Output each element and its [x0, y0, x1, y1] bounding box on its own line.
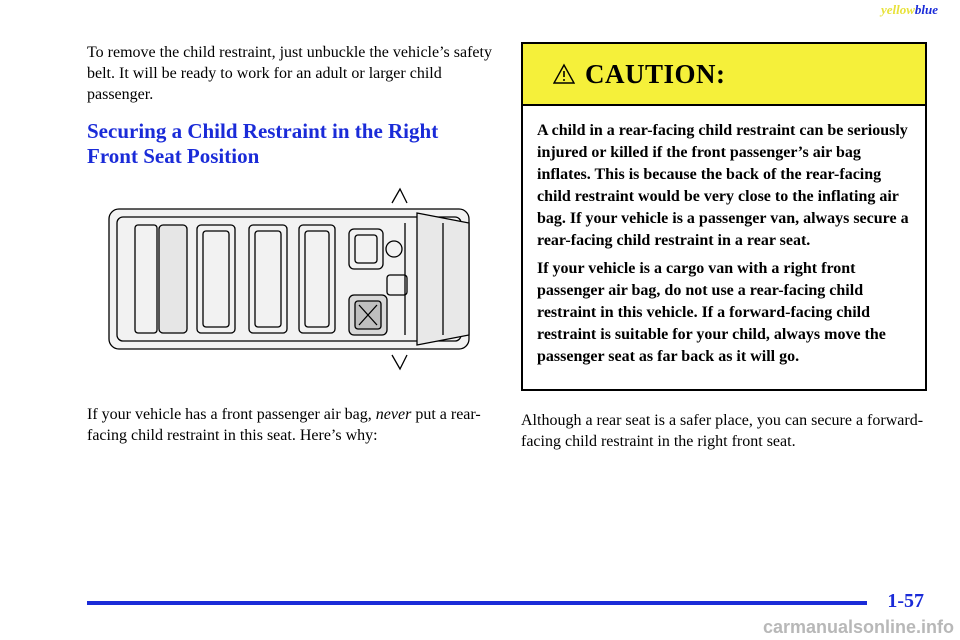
- page-number: 1-57: [887, 590, 924, 612]
- caution-title: CAUTION:: [585, 58, 726, 89]
- airbag-text-pre: If your vehicle has a front passenger air bag,: [87, 406, 376, 423]
- color-proof-mark: [881, 2, 938, 18]
- warning-triangle-icon: [553, 63, 575, 85]
- right-paragraph-block: [521, 410, 929, 452]
- section-heading: Securing a Child Restraint in the Right Front Seat Position: [87, 119, 439, 168]
- caution-body: [523, 106, 925, 368]
- caution-paragraph-2: If your vehicle is a cargo van with a right front passenger air bag, do not use a rear-facing child restraint in this vehicle. If a forward-facing child restraint is suitable for your child, always move the passenger seat as far back as it will go.: [537, 260, 886, 365]
- van-top-view-illustration: [87, 183, 492, 378]
- airbag-text-post: put a rear-facing child restraint in this seat. Here’s why:: [87, 406, 481, 444]
- proof-yellow: yellow: [880, 2, 915, 17]
- airbag-paragraph: [87, 404, 492, 446]
- left-column: [87, 42, 492, 169]
- footer-rule: [87, 601, 867, 605]
- caution-header: [523, 44, 925, 106]
- caution-paragraph-1: A child in a rear-facing child restraint can be seriously injured or killed if the front passenger’s air bag inflates. This is because the back of the rear-facing child restraint would be very close to the inflating air bag. If your vehicle is a passenger van, always secure a rear-facing child restraint in a rear seat.: [537, 122, 909, 249]
- caution-box: [521, 42, 927, 391]
- watermark-text: carmanualsonline.info: [762, 617, 954, 637]
- airbag-paragraph-block: [87, 404, 492, 446]
- proof-blue: blue: [914, 2, 938, 17]
- intro-paragraph: To remove the child restraint, just unbuckle the vehicle’s safety belt. It will be ready to work for an adult or larger child passenger.: [87, 44, 492, 103]
- airbag-text-emphasis: never: [375, 406, 412, 423]
- rear-seat-paragraph: Although a rear seat is a safer place, you can secure a forward-facing child restraint in the right front seat.: [521, 412, 924, 450]
- van-diagram-svg: [87, 183, 492, 378]
